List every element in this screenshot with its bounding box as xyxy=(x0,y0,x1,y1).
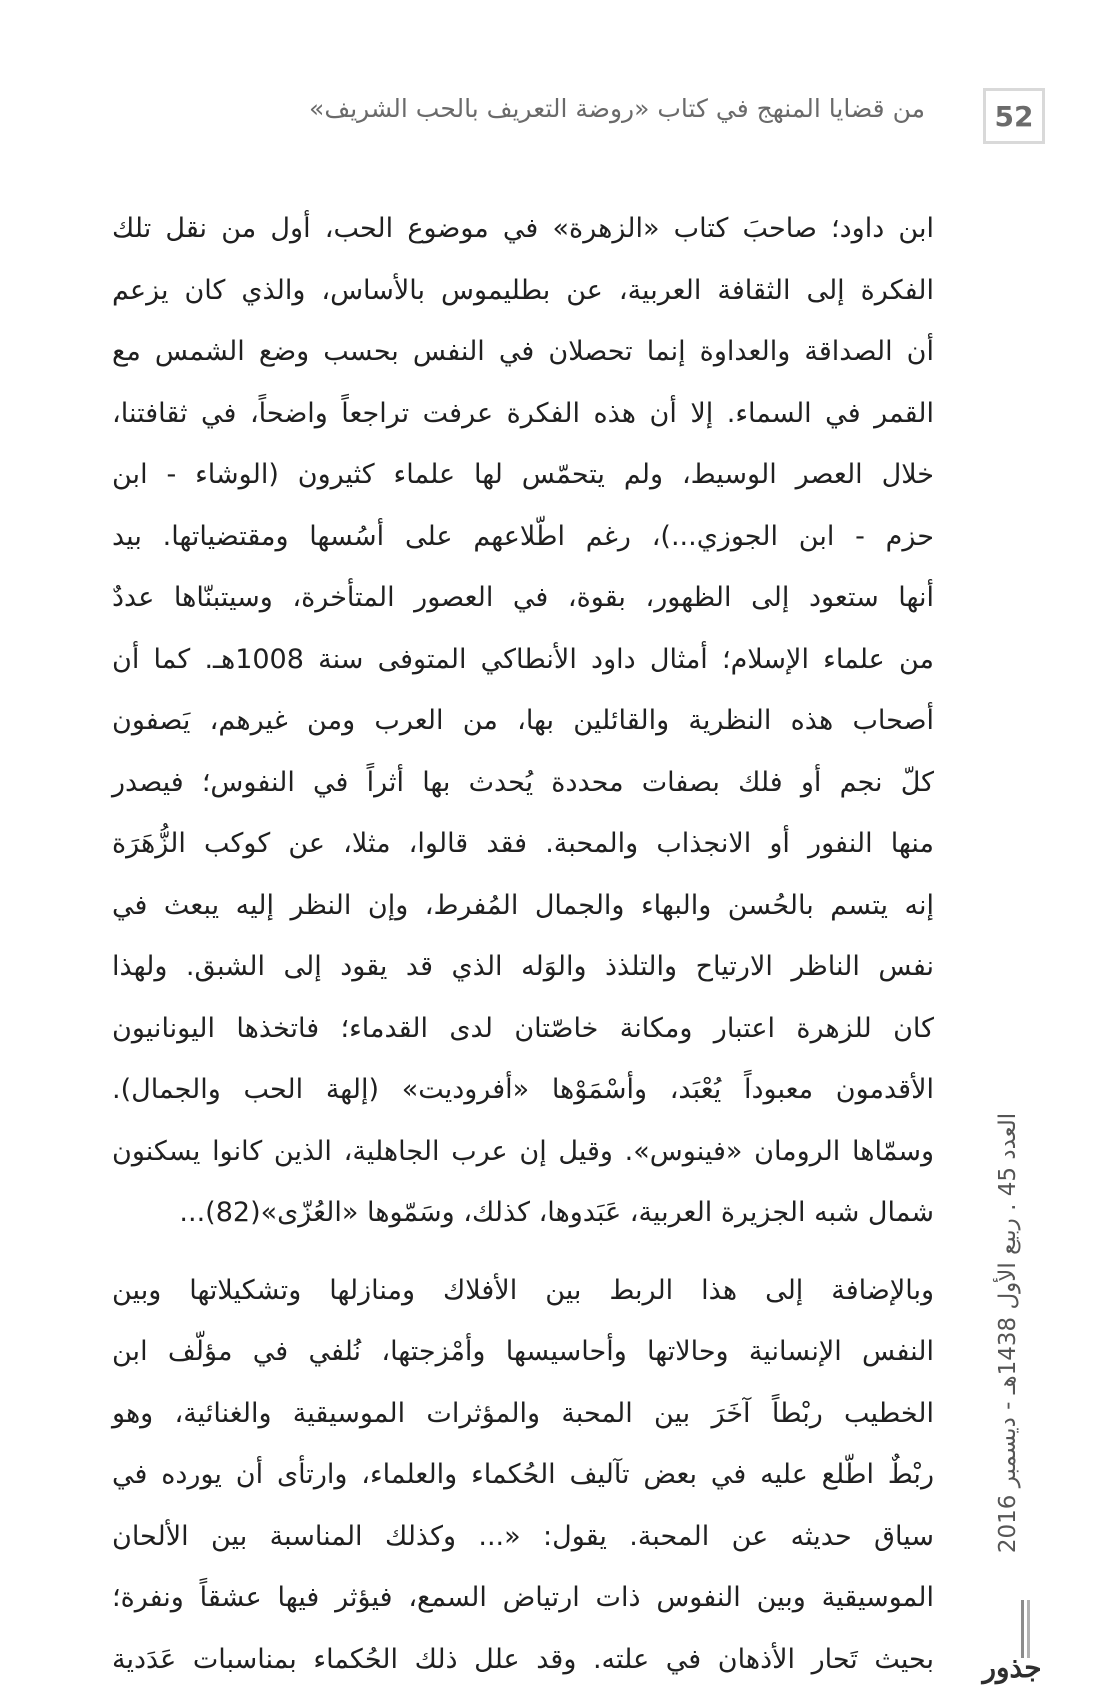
article-body xyxy=(112,198,934,1690)
side-divider xyxy=(1021,1600,1024,1658)
page-number: 52 xyxy=(983,88,1045,144)
paragraph-gap xyxy=(112,1244,934,1260)
text-line: الفكرة إلى الثقافة العربية، عن بطليموس بالأساس، والذي كان يزعم xyxy=(112,274,934,306)
text-line: أنها ستعود إلى الظهور، بقوة، في العصور المتأخرة، وسيتبنّاها عددٌ xyxy=(112,582,934,613)
paragraph-2 xyxy=(112,1260,934,1691)
text-line: بحيث تَحار الأذهان في علته. وقد علل ذلك الحُكماء بمناسبات عَدَدية xyxy=(112,1643,934,1675)
text-line: وبالإضافة إلى هذا الربط بين الأفلاك ومنازلها وتشكيلاتها وبين xyxy=(112,1274,934,1306)
text-line: من علماء الإسلام؛ أمثال داود الأنطاكي المتوفى سنة 1008هـ. كما أن xyxy=(112,643,934,675)
text-line: نفس الناظر الارتياح والتلذذ والوَله الذي قد يقود إلى الشبق. ولهذا xyxy=(112,951,934,982)
text-line: وسمّاها الرومان «فينوس». وقيل إن عرب الجاهلية، الذين كانوا يسكنون xyxy=(112,1135,934,1167)
text-line: منها النفور أو الانجذاب والمحبة. فقد قالوا، مثلا، عن كوكب الزُّهَرَة xyxy=(112,828,934,859)
text-line: ابن داود؛ صاحبَ كتاب «الزهرة» في موضوع الحب، أول من نقل تلك xyxy=(112,213,934,244)
side-divider-secondary xyxy=(1027,1600,1030,1658)
paragraph-1 xyxy=(112,198,934,1244)
text-line: كلّ نجم أو فلك بصفات محددة يُحدث بها أثراً في النفوس؛ فيصدر xyxy=(112,766,934,798)
running-head: من قضايا المنهج في كتاب «روضة التعريف بالحب الشريف» xyxy=(309,94,925,123)
text-line: القمر في السماء. إلا أن هذه الفكرة عرفت تراجعاً واضحاً، في ثقافتنا، xyxy=(112,397,934,429)
text-line: سياق حديثه عن المحبة. يقول: «... وكذلك المناسبة بين الألحان xyxy=(112,1520,934,1552)
text-line: شمال شبه الجزيرة العربية، عَبَدوها، كذلك، وسَمّوها «العُزّى»(82)... xyxy=(179,1197,934,1228)
issue-side-label xyxy=(982,1090,1034,1576)
text-line: كان للزهرة اعتبار ومكانة خاصّتان لدى القدماء؛ فاتخذها اليونانيون xyxy=(112,1012,934,1044)
text-line: ربْطٌ اطّلع عليه في بعض تآليف الحُكماء والعلماء، وارتأى أن يورده في xyxy=(112,1459,934,1490)
text-line: الأقدمون معبوداً يُعْبَد، وأسْمَوْها «أفروديت» (إلهة الحب والجمال). xyxy=(112,1074,934,1105)
text-line: إنه يتسم بالحُسن والبهاء والجمال المُفرط، وإن النظر إليه يبعث في xyxy=(112,889,934,921)
text-line: خلال العصر الوسيط، ولم يتحمّس لها علماء كثيرون (الوشاء - ابن xyxy=(112,459,934,490)
journal-logo: جذور xyxy=(982,1650,1042,1684)
text-line: أن الصداقة والعداوة إنما تحصلان في النفس بحسب وضع الشمس مع xyxy=(112,336,934,367)
text-line: أصحاب هذه النظرية والقائلين بها، من العرب ومن غيرهم، يَصفون xyxy=(112,705,934,736)
text-line: حزم - ابن الجوزي...)، رغم اطّلاعهم على أسُسها ومقتضياتها. بيد xyxy=(112,520,934,552)
issue-date-text: العدد 45 . ربيع الأول 1438هـ - ديسمبر 2016 xyxy=(995,1112,1021,1554)
text-line: النفس الإنسانية وحالاتها وأحاسيسها وأمْزجتها، نُلفي في مؤلّف ابن xyxy=(112,1336,934,1367)
text-line: الخطيب ربْطاً آخَرَ بين المحبة والمؤثرات الموسيقية والغنائية، وهو xyxy=(112,1397,934,1429)
text-line: الموسيقية وبين النفوس ذات ارتياض السمع، فيؤثر فيها عشقاً ونفرة؛ xyxy=(112,1582,934,1613)
